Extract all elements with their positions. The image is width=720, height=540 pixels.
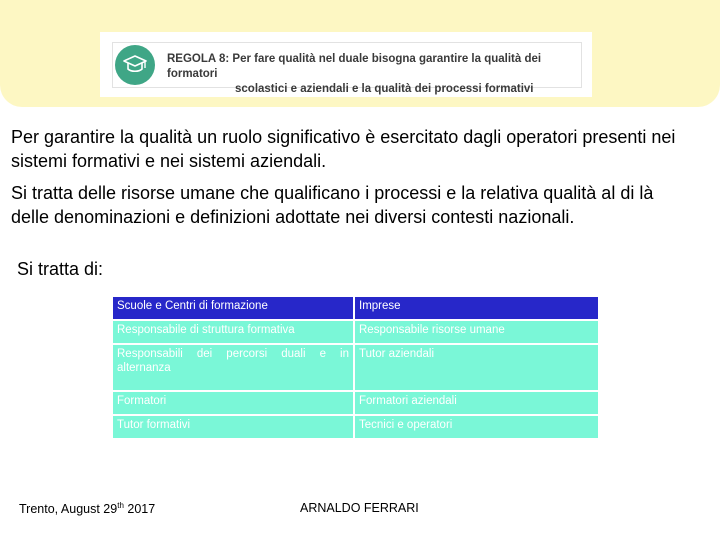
header-schools: Scuole e Centri di formazione	[113, 297, 355, 321]
footer-date: Trento, August 29	[19, 502, 118, 517]
roles-table	[113, 297, 598, 440]
table-cell: Responsabili dei percorsi duali e in alternanza	[113, 345, 355, 392]
table-cell: Tecnici e operatori	[355, 416, 598, 440]
paragraph-3: Si tratta di:	[17, 259, 104, 279]
rule-card	[100, 32, 592, 97]
table-cell: Tutor formativi	[113, 416, 355, 440]
rule-text-line1: Per fare qualità nel duale bisogna garantire la qualità dei formatori	[167, 53, 542, 80]
header-companies: Imprese	[355, 297, 598, 321]
title-banner	[0, 0, 720, 107]
footer-author: ARNALDO FERRARI	[300, 501, 419, 515]
rule-card-inner	[112, 42, 582, 95]
table-row	[113, 392, 598, 416]
graduation-cap-icon	[115, 45, 155, 85]
table-cell: Formatori aziendali	[355, 392, 598, 416]
table-row	[113, 416, 598, 440]
rule-label: REGOLA 8:	[167, 53, 230, 65]
paragraph-2: Si tratta delle risorse umane che qualificano i processi e la relativa qualità al di là delle denominazioni e definizioni adottate nei diversi contesti nazionali.	[11, 183, 654, 227]
footer-year: 2017	[123, 502, 156, 517]
rule-text-line2: scolastici e aziendali e la qualità dei processi formativi	[235, 83, 534, 95]
table-cell: Formatori	[113, 392, 355, 416]
paragraph-1: Per garantire la qualità un ruolo significativo è esercitato dagli operatori presenti nei sistemi formativi e nei sistemi aziendali.	[11, 127, 676, 171]
table-row	[113, 321, 598, 345]
footer-place-date	[19, 501, 155, 516]
table-row	[113, 345, 598, 392]
table-cell: Responsabile risorse umane	[355, 321, 598, 345]
table-header-row	[113, 297, 598, 321]
rule-text	[167, 52, 577, 97]
table-cell: Responsabile di struttura formativa	[113, 321, 355, 345]
footer-date-suffix: th	[117, 501, 124, 510]
table-cell: Tutor aziendali	[355, 345, 598, 392]
